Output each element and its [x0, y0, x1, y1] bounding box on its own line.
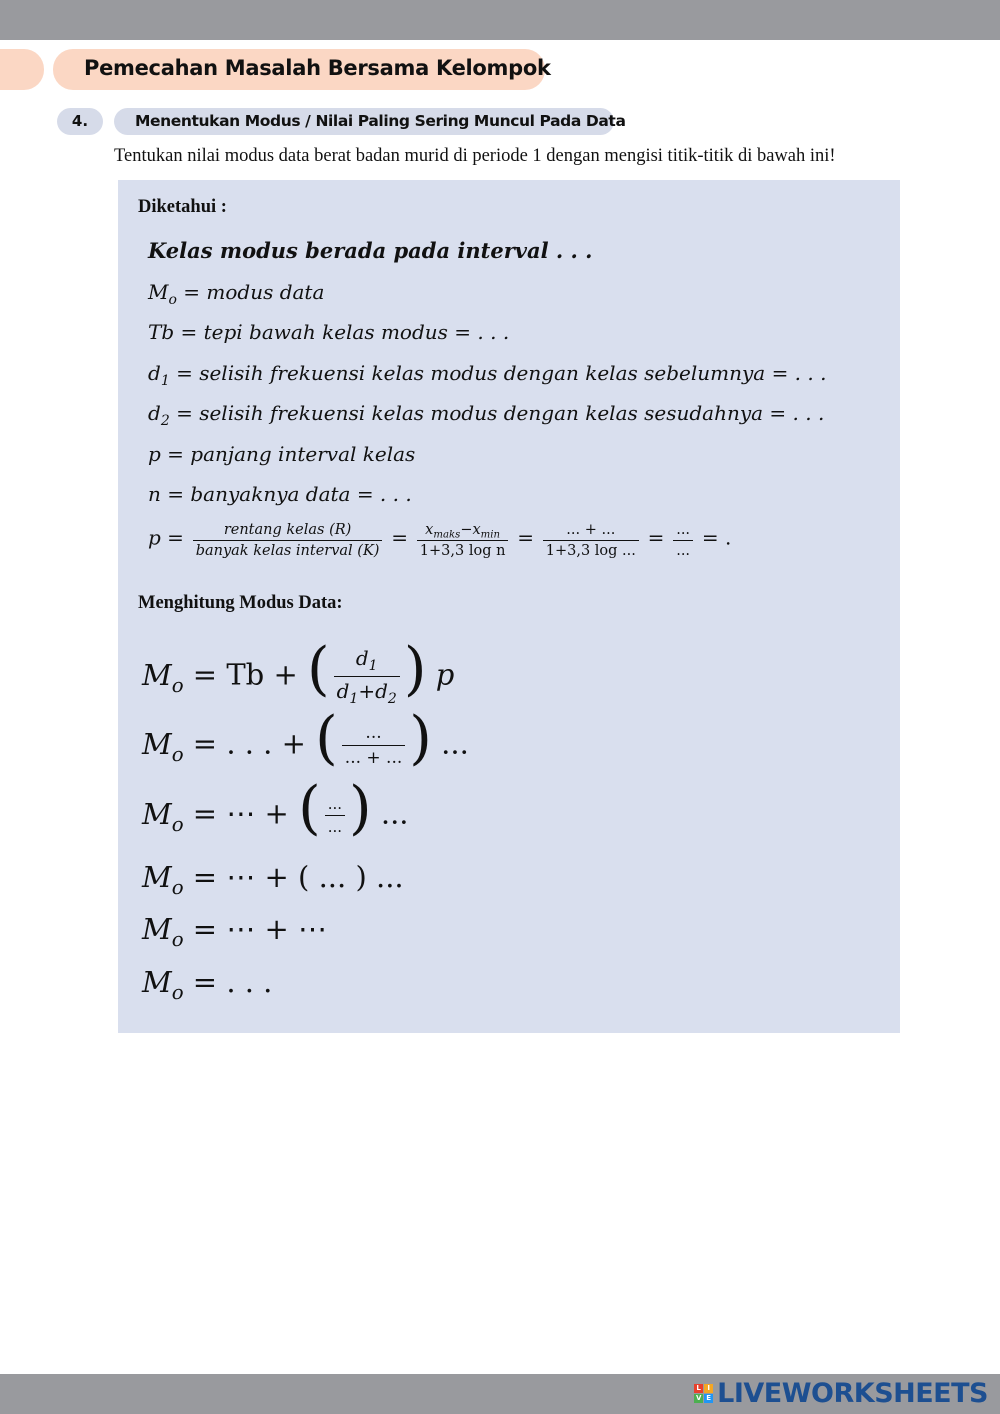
p-formula-end: = .: [701, 525, 732, 550]
mo-subscript: o: [171, 742, 184, 766]
logo-text: LIVEWORKSHEETS: [717, 1377, 988, 1409]
formula-rhs: = . . .: [192, 965, 273, 999]
n-symbol: n: [148, 482, 161, 506]
minus-sign: −: [460, 522, 473, 538]
logo-square: I: [704, 1384, 713, 1393]
d-symbol: d: [355, 646, 369, 670]
mode-formula-line-5: [142, 912, 328, 951]
d-subscript: 1: [368, 658, 378, 674]
mode-fraction-denominator: [334, 677, 400, 707]
mode-formula-line-1: [142, 634, 455, 707]
mo-definition: [148, 280, 325, 308]
fill-fraction: [325, 795, 345, 836]
mo-symbol: M: [142, 796, 172, 831]
fill-fraction-numerator: ... + ...: [543, 522, 639, 541]
d-subscript: 1: [349, 691, 359, 707]
mo-symbol: M: [142, 912, 172, 946]
mo-symbol: M: [142, 726, 172, 761]
top-bar: [0, 0, 1000, 40]
question-title: Menentukan Modus / Nilai Paling Sering Muncul Pada Data: [135, 112, 626, 130]
x-max-symbol: x: [425, 522, 434, 538]
fill-fraction-denominator: ...: [327, 818, 343, 836]
equals-sign: =: [647, 525, 665, 550]
d2-definition: [148, 401, 825, 429]
left-paren: (: [315, 703, 338, 772]
formula-tail: ...: [380, 796, 409, 831]
plus-sign: +: [358, 679, 376, 703]
mo-text: = modus data: [183, 280, 325, 304]
logo-square: E: [704, 1394, 713, 1403]
logo-square: L: [694, 1384, 703, 1393]
d2-text: = selisih frekuensi kelas modus dengan kelas sesudahnya = . . .: [176, 401, 825, 425]
result-fraction-denominator: ...: [676, 543, 691, 559]
mode-fraction-numerator: [334, 646, 400, 677]
mo-subscript: o: [171, 812, 184, 836]
sturges-denominator: 1+3,3 log n: [419, 543, 506, 559]
mo-subscript: o: [168, 291, 177, 308]
section-tab-accent: [0, 49, 44, 90]
x-min-subscript: min: [480, 529, 501, 541]
p-symbol: p: [148, 442, 161, 466]
mo-symbol: M: [142, 657, 172, 692]
range-fraction-numerator: rentang kelas (R): [193, 522, 383, 541]
d2-symbol: d: [148, 401, 161, 425]
p-symbol: p: [435, 657, 455, 692]
formula-rhs: = . . . +: [192, 726, 306, 761]
tb-definition: [148, 320, 509, 344]
mode-formula-line-4: [142, 860, 404, 899]
fill-fraction-numerator: ...: [342, 723, 405, 746]
equals-sign: =: [391, 525, 408, 550]
mo-symbol: M: [142, 860, 172, 894]
left-paren: (: [306, 634, 330, 703]
result-fraction: [673, 522, 693, 559]
known-heading: Diketahui :: [138, 197, 227, 217]
right-paren: ): [349, 773, 372, 842]
question-number: 4.: [71, 112, 89, 130]
p-definition: [148, 442, 415, 466]
calc-heading: Menghitung Modus Data:: [138, 593, 343, 613]
mo-subscript: o: [171, 980, 184, 1004]
mode-fraction: [334, 646, 400, 707]
p-formula: [148, 522, 731, 559]
mode-formula-line-3: [142, 773, 409, 842]
logo-squares-icon: [694, 1384, 713, 1403]
mode-formula-line-6: [142, 965, 273, 1004]
n-text: = banyaknya data = . . .: [167, 482, 412, 506]
d-symbol: d: [336, 679, 350, 703]
mode-formula-line-2: [142, 703, 469, 772]
n-definition: [148, 482, 412, 506]
fill-fraction: [342, 723, 405, 768]
mo-symbol: M: [148, 280, 169, 304]
d1-subscript: 1: [160, 372, 170, 389]
tb-text: = tepi bawah kelas modus = . . .: [180, 320, 510, 344]
x-min-symbol: x: [472, 522, 481, 538]
fill-fraction-denominator: ... + ...: [344, 748, 403, 768]
formula-tail: ...: [441, 726, 469, 761]
fill-fraction: [543, 522, 639, 559]
result-fraction-numerator: ...: [673, 522, 693, 541]
p-formula-lhs: p =: [148, 525, 184, 550]
class-interval-line: Kelas modus berada pada interval . . .: [148, 238, 593, 263]
d2-subscript: 2: [160, 412, 170, 429]
mo-subscript: o: [171, 875, 184, 899]
question-instruction: Tentukan nilai modus data berat badan murid di periode 1 dengan mengisi titik-titik di bawah ini!: [114, 146, 836, 166]
d1-text: = selisih frekuensi kelas modus dengan kelas sebelumnya = . . .: [176, 361, 827, 385]
d-subscript: 2: [387, 691, 397, 707]
formula-rhs: = Tb +: [192, 657, 298, 692]
mo-subscript: o: [171, 673, 184, 697]
section-title: Pemecahan Masalah Bersama Kelompok: [84, 56, 551, 80]
formula-rhs: = ⋯ + ( ... ) ...: [192, 860, 404, 894]
formula-rhs: = ⋯ +: [192, 796, 289, 831]
d1-symbol: d: [148, 361, 161, 385]
sturges-numerator: [417, 522, 509, 541]
d1-definition: [148, 361, 827, 389]
d-symbol: d: [375, 679, 388, 703]
tb-symbol: Tb: [148, 320, 175, 344]
fill-fraction-numerator: ...: [325, 795, 345, 816]
range-fraction-denominator: banyak kelas interval (K): [195, 543, 380, 559]
left-paren: (: [298, 773, 321, 842]
x-max-subscript: maks: [433, 529, 461, 541]
p-text: = panjang interval kelas: [167, 442, 416, 466]
sturges-fraction: [417, 522, 509, 559]
equals-sign: =: [517, 525, 534, 550]
fill-fraction-denominator: 1+3,3 log ...: [545, 543, 636, 559]
range-fraction: [193, 522, 383, 559]
mo-symbol: M: [142, 965, 172, 999]
formula-rhs: = ⋯ + ⋯: [192, 912, 328, 946]
logo-square: V: [695, 1393, 702, 1402]
liveworksheets-logo[interactable]: [694, 1375, 988, 1411]
right-paren: ): [409, 703, 432, 772]
right-paren: ): [403, 634, 427, 703]
mo-subscript: o: [171, 927, 184, 951]
